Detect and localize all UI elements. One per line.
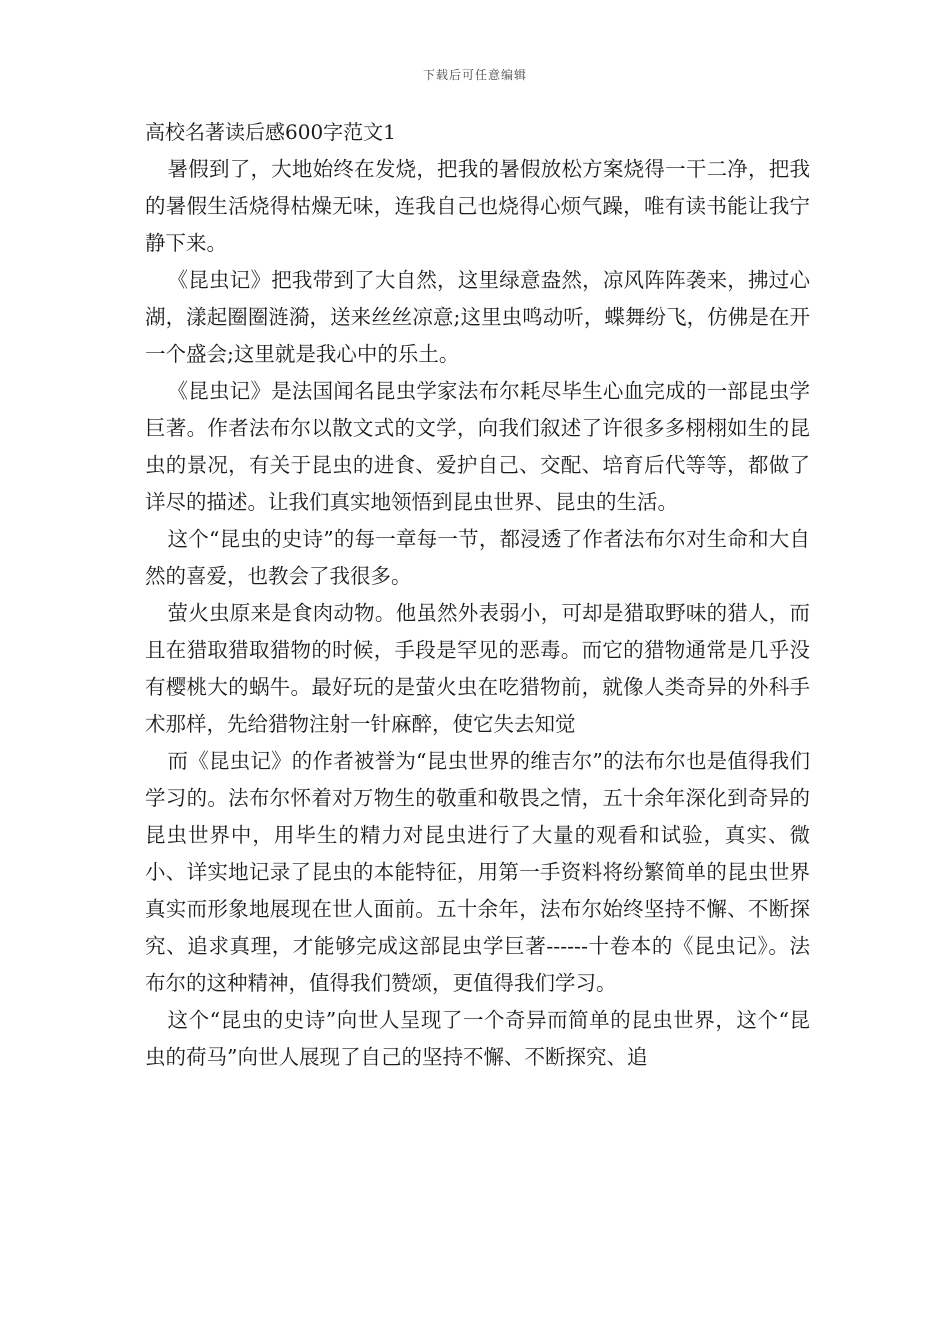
paragraph-3: 《昆虫记》是法国闻名昆虫学家法布尔耗尽毕生心血完成的一部昆虫学巨著。作者法布尔以散文式的文学，向我们叙述了许很多多栩栩如生的昆虫的景况，有关于昆虫的进食、爱护自己、交配、培育后代等等，都做了详尽的描述。让我们真实地领悟到昆虫世界、昆虫的生活。	[145, 379, 810, 514]
page-header-note: 下载后可任意编辑	[422, 68, 527, 82]
paragraph-5: 萤火虫原来是食肉动物。他虽然外表弱小，可却是猎取野味的猎人，而且在猎取猎取猎物的时候，手段是罕见的恶毒。而它的猎物通常是几乎没有樱桃大的蜗牛。最好玩的是萤火虫在吃猎物前，就像人类奇异的外科手术那样，先给猎物注射一针麻醉，使它失去知觉	[145, 601, 810, 736]
paragraph-2: 《昆虫记》把我带到了大自然，这里绿意盎然，凉风阵阵袭来，拂过心湖，漾起圈圈涟漪，送来丝丝凉意;这里虫鸣动听，蝶舞纷飞，仿佛是在开一个盛会;这里就是我心中的乐土。	[145, 268, 810, 366]
document-body	[145, 114, 810, 1076]
document-title: 高校名著读后感600字范文1	[145, 120, 396, 144]
paragraph-1: 暑假到了，大地始终在发烧，把我的暑假放松方案烧得一干二净，把我的暑假生活烧得枯燥无味，连我自己也烧得心烦气躁，唯有读书能让我宁静下来。	[145, 157, 810, 255]
paragraph-6: 而《昆虫记》的作者被誉为“昆虫世界的维吉尔”的法布尔也是值得我们学习的。法布尔怀着对万物生的敬重和敬畏之情，五十余年深化到奇异的昆虫世界中，用毕生的精力对昆虫进行了大量的观看和试验，真实、微小、详实地记录了昆虫的本能特征，用第一手资料将纷繁简单的昆虫世界真实而形象地展现在世人面前。五十余年，法布尔始终坚持不懈、不断探究、追求真理，才能够完成这部昆虫学巨著------十卷本的《昆虫记》。法布尔的这种精神，值得我们赞颂，更值得我们学习。	[145, 749, 810, 995]
paragraph-7: 这个“昆虫的史诗”向世人呈现了一个奇异而简单的昆虫世界，这个“昆虫的荷马”向世人展现了自己的坚持不懈、不断探究、追	[145, 1008, 810, 1069]
paragraph-4: 这个“昆虫的史诗”的每一章每一节，都浸透了作者法布尔对生命和大自然的喜爱，也教会了我很多。	[145, 527, 810, 588]
